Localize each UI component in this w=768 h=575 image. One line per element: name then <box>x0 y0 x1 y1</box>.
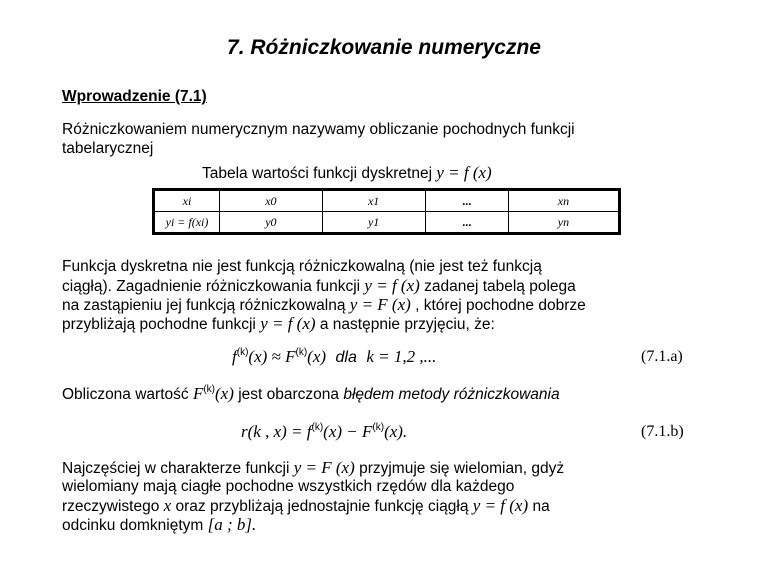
table-caption-text: Tabela wartości funkcji dyskretnej <box>202 165 433 182</box>
section-heading: Wprowadzenie (7.1) <box>62 88 207 105</box>
table-cell: xi <box>154 190 220 212</box>
eq1-condition: k = 1,2 ,... <box>366 347 437 366</box>
para4-text: oraz przybliżają jednostajnie funkcję ciągłą <box>175 498 469 515</box>
table-cell: ... <box>425 190 508 212</box>
intro-line-1: Różniczkowaniem numerycznym nazywamy obliczanie pochodnych funkcji <box>62 121 575 138</box>
table-cell: y1 <box>322 212 425 234</box>
para4-line-2: wielomiany mają ciagłe pochodne wszystkich rzędów dla każdego <box>62 478 515 495</box>
eq2-lhs: r(k , x) = f <box>241 422 312 441</box>
para2-text: , której pochodne dobrze <box>415 297 586 314</box>
para4-text: przyjmuje się wielomian, gdyż <box>359 460 565 477</box>
para2-text: a następnie przyjęciu, że: <box>319 316 495 333</box>
equation-7-1-a <box>232 347 436 367</box>
formula-y-f-x: y = f (x) <box>364 276 420 295</box>
table-row <box>154 190 620 212</box>
table-row <box>154 212 620 234</box>
para3-formula: F <box>192 384 204 403</box>
table-cell: yn <box>508 212 619 234</box>
para2-text: na zastąpieniu jej funkcją różniczkowalną <box>62 297 346 314</box>
formula-y-f-x: y = f (x) <box>472 496 529 515</box>
eq1-dla: dla <box>335 349 357 366</box>
para2-text: ciągłą). Zagadnienie różniczkowania funkcji <box>62 278 361 295</box>
para3-text: Obliczona wartość <box>62 386 189 403</box>
values-table <box>152 188 621 235</box>
table-cell: x0 <box>220 190 323 212</box>
para3 <box>62 385 560 404</box>
para2-text: zadanej tabelą polega <box>424 278 576 295</box>
para3-italic: błędem metody różniczkowania <box>343 386 560 403</box>
para2-line-4 <box>62 315 495 334</box>
para4-line-3 <box>62 497 550 516</box>
table-cell: yi = f(xi) <box>154 212 220 234</box>
equation-number-b: (7.1.b) <box>641 423 684 440</box>
page-title: 7. Różniczkowanie numeryczne <box>227 36 541 59</box>
formula-interval: [a ; b]. <box>207 515 257 534</box>
para2-line-1: Funkcja dyskretna nie jest funkcją różniczkowalną (nie jest też funkcją <box>62 258 542 275</box>
eq1-sup: (k) <box>295 347 308 358</box>
para4-text: Najczęściej w charakterze funkcji <box>62 460 290 477</box>
table-caption <box>202 164 492 183</box>
para2-line-3 <box>62 296 586 315</box>
para4-text: na <box>532 498 550 515</box>
eq2-sup: (k) <box>372 422 385 433</box>
para2-text: przybliżają pochodne funkcji <box>62 316 256 333</box>
table-cell: ... <box>425 212 508 234</box>
para2-line-2 <box>62 277 576 296</box>
para4-line-1 <box>62 459 564 478</box>
eq2-sup: (k) <box>311 422 324 433</box>
table-cell: x1 <box>322 190 425 212</box>
para4-line-4 <box>62 516 256 535</box>
formula-y-F-x: y = F (x) <box>293 458 355 477</box>
eq1-lhs: f <box>232 347 237 366</box>
eq1-arg: (x) ≈ F <box>248 347 296 366</box>
para4-text: odcinku domkniętym <box>62 517 204 534</box>
para3-text: jest obarczona <box>238 386 340 403</box>
table-cell: xn <box>508 190 619 212</box>
table-cell: y0 <box>220 212 323 234</box>
equation-7-1-b <box>241 422 407 442</box>
eq1-sup: (k) <box>236 347 249 358</box>
equation-number-a: (7.1.a) <box>641 348 683 365</box>
eq1-arg2: (x) <box>307 347 327 366</box>
intro-line-2: tabelarycznej <box>62 140 154 157</box>
formula-y-f-x: y = f (x) <box>260 314 316 333</box>
formula-y-F-x: y = F (x) <box>349 295 411 314</box>
para4-text: rzeczywistego <box>62 498 160 515</box>
eq2-end: (x). <box>384 422 408 441</box>
table-caption-formula: y = f (x) <box>436 163 492 182</box>
formula-x: x <box>163 496 172 515</box>
para3-sup: (k) <box>203 384 216 395</box>
para3-arg: (x) <box>215 384 234 403</box>
eq2-mid: (x) − F <box>323 422 373 441</box>
